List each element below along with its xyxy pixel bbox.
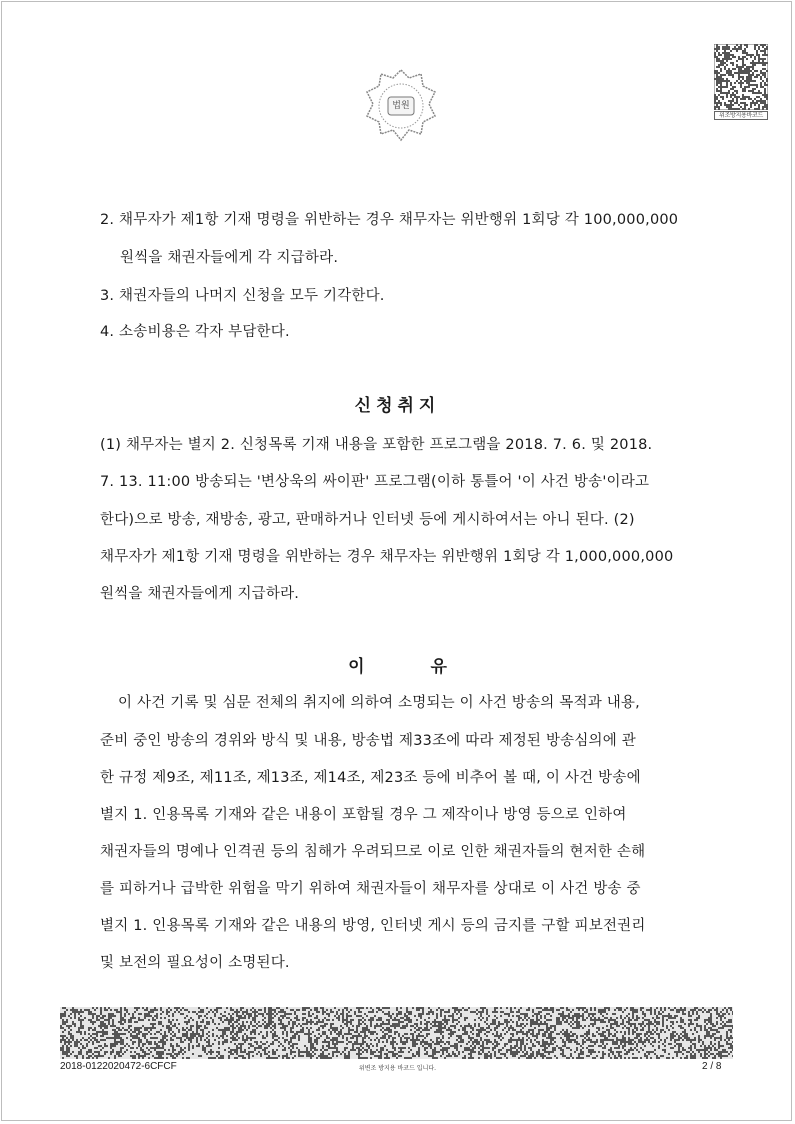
reasons-title: 이 유 [348, 657, 447, 677]
reasons-line: 채권자들의 명예나 인격권 등의 침해가 우려되므로 이로 인한 채권자들의 현저한 손해 [100, 844, 646, 860]
order-item-line: 원씩을 채권자들에게 각 지급하라. [120, 250, 339, 266]
barcode-note: 위변조 방지용 바코드 입니다. [358, 1065, 437, 1072]
application-purpose-line: 7. 13. 11:00 방송되는 '변상욱의 싸이판' 프로그램(이하 통틀어 '이 사건 방송'이라고 [100, 474, 650, 490]
qr-code-label: 위조방지용바코드 [714, 111, 768, 120]
reasons-line: 를 피하거나 급박한 위험을 막기 위하여 채권자들이 채무자를 상대로 이 사건 방송 중 [100, 881, 641, 897]
reasons-line: 및 보전의 필요성이 소명된다. [100, 955, 290, 971]
reasons-line: 별지 1. 인용목록 기재와 같은 내용의 방영, 인터넷 게시 등의 금지를 구할 피보전권리 [100, 918, 646, 934]
document-id: 2018-0122020472-6CFCF [60, 1061, 177, 1072]
seal-text: 법원 [392, 101, 410, 111]
application-purpose-line: (1) 채무자는 별지 2. 신청목록 기재 내용을 포함한 프로그램을 2018. 7. 6. 및 2018. [100, 437, 653, 453]
reasons-line: 이 사건 기록 및 심문 전체의 취지에 의하여 소명되는 이 사건 방송의 목적과 내용, [118, 695, 640, 711]
application-purpose-line: 한다)으로 방송, 재방송, 광고, 판매하거나 인터넷 등에 게시하여서는 아니 된다. (2) [100, 512, 635, 528]
anti-forgery-barcode-icon [60, 1007, 733, 1059]
application-purpose-title: 신청취지 [354, 396, 441, 416]
page-number: 2 / 8 [702, 1061, 722, 1072]
order-item-line: 4. 소송비용은 각자 부담한다. [100, 324, 290, 340]
application-purpose-line: 원씩을 채권자들에게 지급하라. [100, 586, 300, 602]
reasons-line: 한 규정 제9조, 제11조, 제13조, 제14조, 제23조 등에 비추어 볼 때, 이 사건 방송에 [100, 770, 641, 786]
application-purpose-line: 채무자가 제1항 기재 명령을 위반하는 경우 채무자는 위반행위 1회당 각 1,000,000,000 [100, 549, 674, 565]
order-item-line: 3. 채권자들의 나머지 신청을 모두 기각한다. [100, 288, 385, 304]
order-item-line: 2. 채무자가 제1항 기재 명령을 위반하는 경우 채무자는 위반행위 1회당 각 100,000,000 [100, 212, 679, 228]
reasons-line: 준비 중인 방송의 경위와 방식 및 내용, 방송법 제33조에 따라 제정된 방송심의에 관 [100, 733, 636, 749]
reasons-line: 별지 1. 인용목록 기재와 같은 내용이 포함될 경우 그 제작이나 방영 등으로 인하여 [100, 807, 627, 823]
qr-code-icon [714, 44, 768, 110]
court-seal-icon [361, 66, 441, 146]
